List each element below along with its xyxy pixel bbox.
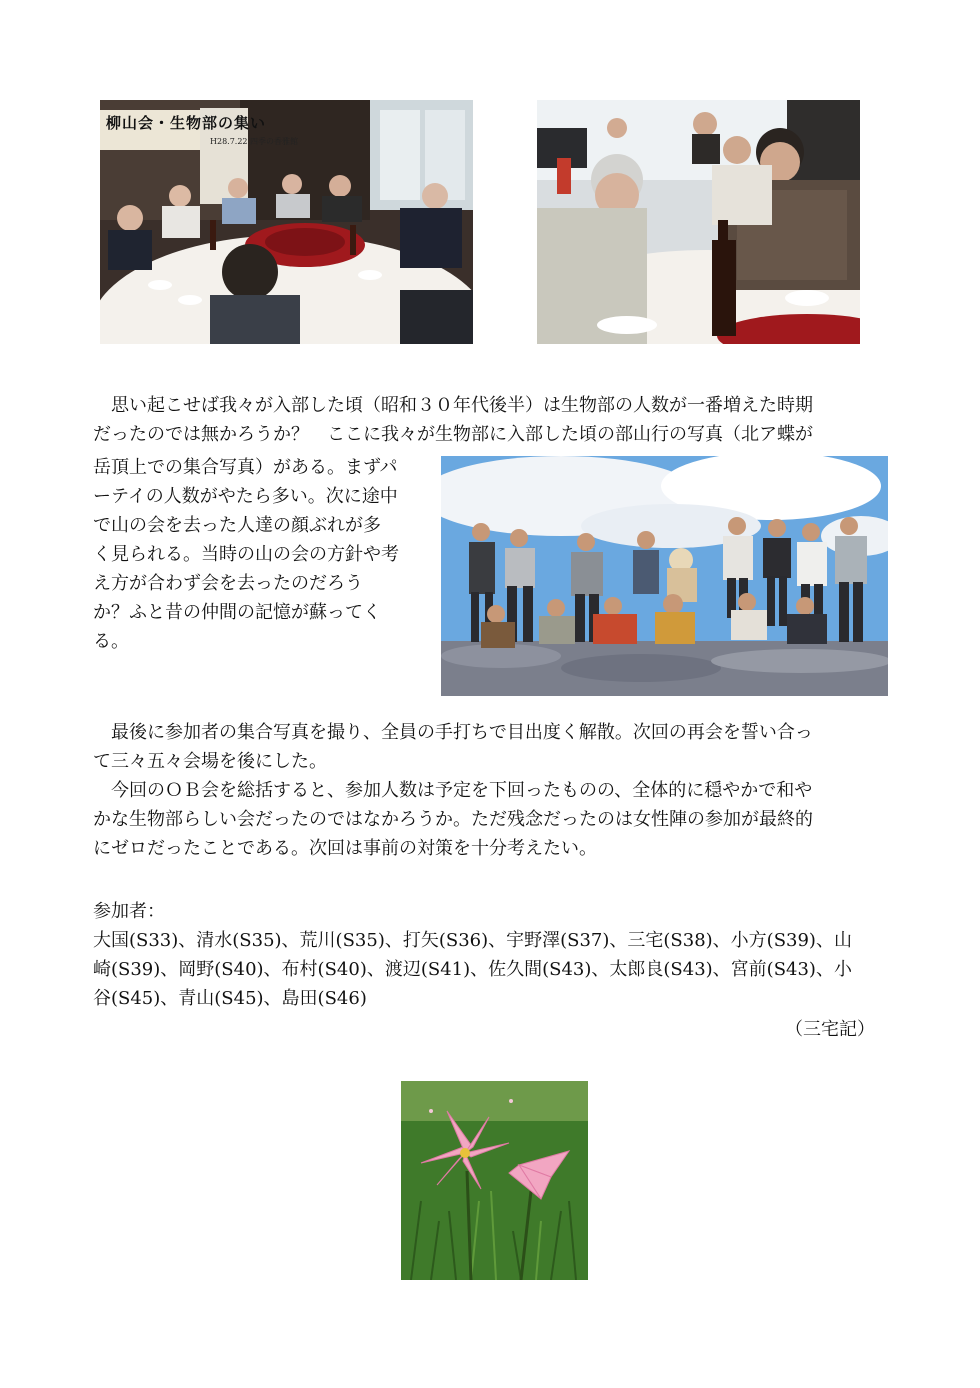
- banner-sign-text: 柳山会・生物部の集い: [106, 114, 267, 132]
- text-line: にゼロだったことである。次回は事前の対策を十分考えたい。: [93, 838, 597, 859]
- paragraph-intro-wrap: [93, 453, 433, 656]
- paragraph-intro: [93, 391, 893, 449]
- participants-heading: 参加者：: [93, 901, 165, 922]
- banner-sign-subtext: H28.7.22 四季の香雅館: [210, 137, 299, 146]
- text-line: ーテイの人数がやたら多い。次に途中: [93, 486, 398, 507]
- banquet-photo-left: [100, 100, 473, 344]
- text-line: る。: [93, 631, 129, 652]
- text-line: 思い起こせば我々が入部した頃（昭和３０年代後半）は生物部の人数が一番増えた時期: [93, 395, 813, 416]
- paragraph-closing: [93, 718, 893, 863]
- lily-photo: [401, 1081, 588, 1280]
- text-line: く見られる。当時の山の会の方針や考: [93, 544, 399, 565]
- signature-text: （三宅記）: [785, 1019, 875, 1040]
- participants-line: 谷(S45)、青山(S45)、島田(S46): [93, 988, 367, 1009]
- text-line: かな生物部らしい会だったのではなかろうか。ただ残念だったのは女性陣の参加が最終的: [93, 809, 813, 830]
- text-line: て三々五々会場を後にした。: [93, 751, 327, 772]
- author-signature: [680, 1015, 875, 1044]
- participants-section: [93, 897, 893, 1013]
- text-line: だったのでは無かろうか？ ここに我々が生物部に入部した頃の部山行の写真（北ア蝶が: [93, 424, 813, 445]
- participants-line: 崎(S39)、岡野(S40)、布村(S40)、渡辺(S41)、佐久間(S43)、太郎良(S43)、宮前(S43)、小: [93, 959, 852, 980]
- text-line: で山の会を去った人達の顔ぶれが多: [93, 515, 381, 536]
- text-line: 最後に参加者の集合写真を撮り、全員の手打ちで目出度く解散。次回の再会を誓い合っ: [93, 722, 813, 743]
- text-line: 岳頂上での集合写真）がある。まずパ: [93, 457, 398, 478]
- text-line: か？ふと昔の仲間の記憶が蘇ってく: [93, 602, 381, 623]
- text-line: え方が合わず会を去ったのだろう: [93, 573, 363, 594]
- text-line: 今回のＯＢ会を総括すると、参加人数は予定を下回ったものの、全体的に穏やかで和や: [93, 780, 813, 801]
- participants-line: 大国(S33)、清水(S35)、荒川(S35)、打矢(S36)、宇野澤(S37)、三宅(S38)、小方(S39)、山: [93, 930, 852, 951]
- mountain-group-photo: [441, 456, 888, 696]
- banquet-photo-right: [537, 100, 860, 344]
